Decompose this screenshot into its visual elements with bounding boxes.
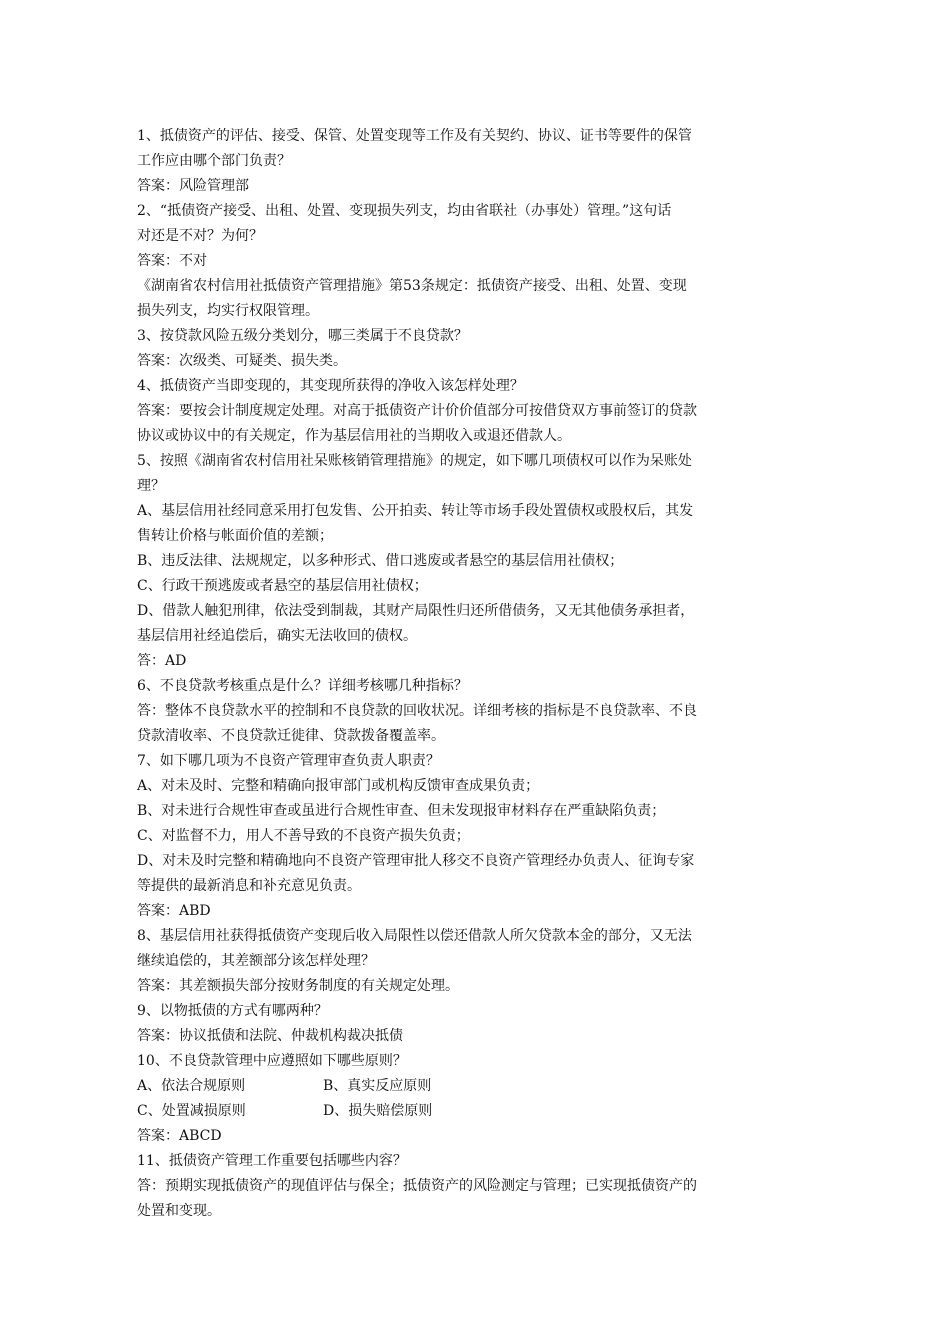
text-line: 协议或协议中的有关规定，作为基层信用社的当期收入或退还借款人。	[137, 428, 571, 444]
answer-line: 答：整体不良贷款水平的控制和不良贷款的回收状况。详细考核的指标是不良贷款率、不良	[137, 703, 697, 719]
answer-line: 答案：ABCD	[137, 1128, 222, 1144]
answer-line: 答案：要按会计制度规定处理。对高于抵债资产计价价值部分可按借贷双方事前签订的贷款	[137, 403, 697, 419]
answer-line: 答：预期实现抵债资产的现值评估与保全；抵债资产的风险测定与管理；已实现抵债资产的	[137, 1178, 697, 1194]
text-line: 理？	[137, 478, 165, 494]
option-cell: D、损失赔偿原则	[323, 1103, 433, 1119]
question-line: 10、不良贷款管理中应遵照如下哪些原则？	[137, 1053, 407, 1069]
option-line: 基层信用社经追偿后，确实无法收回的债权。	[137, 628, 417, 644]
question-line: 4、抵债资产当即变现的，其变现所获得的净收入该怎样处理？	[137, 378, 524, 394]
text-line: 《湖南省农村信用社抵债资产管理措施》第53条规定：抵债资产接受、出租、处置、变现	[137, 278, 687, 294]
question-line: 3、按贷款风险五级分类划分，哪三类属于不良贷款？	[137, 328, 468, 344]
option-line: A、基层信用社经同意采用打包发售、公开拍卖、转让等市场手段处置债权或股权后，其发	[137, 503, 694, 519]
question-line: 6、不良贷款考核重点是什么？详细考核哪几种指标？	[137, 678, 468, 694]
answer-line: 答案：风险管理部	[137, 178, 249, 194]
answer-line: 答案：协议抵债和法院、仲裁机构裁决抵债	[137, 1028, 403, 1044]
question-line: 8、基层信用社获得抵债资产变现后收入局限性以偿还借款人所欠贷款本金的部分，又无法	[137, 928, 692, 944]
question-line: 9、以物抵债的方式有哪两种？	[137, 1003, 328, 1019]
option-line: C、对监督不力，用人不善导致的不良资产损失负责；	[137, 828, 470, 844]
question-line: 5、按照《湖南省农村信用社呆账核销管理措施》的规定，如下哪几项债权可以作为呆账处	[137, 453, 692, 469]
text-line: 对还是不对？为何？	[137, 228, 263, 244]
answer-line: 答案：其差额损失部分按财务制度的有关规定处理。	[137, 978, 459, 994]
option-line: D、对未及时完整和精确地向不良资产管理审批人移交不良资产管理经办负责人、征询专家	[137, 853, 695, 869]
option-line: C、行政干预逃废或者悬空的基层信用社债权；	[137, 578, 428, 594]
option-cell: B、真实反应原则	[323, 1078, 432, 1094]
options-row	[137, 1074, 813, 1099]
text-line: 1、抵债资产的评估、接受、保管、处置变现等工作及有关契约、协议、证书等要件的保管	[137, 128, 692, 144]
text-line: 工作应由哪个部门负责？	[137, 153, 291, 169]
text-line: 损失列支，均实行权限管理。	[137, 303, 319, 319]
option-line: B、对未进行合规性审查或虽进行合规性审查、但未发现报审材料存在严重缺陷负责；	[137, 803, 666, 819]
option-line: B、违反法律、法规规定，以多种形式、借口逃废或者悬空的基层信用社债权；	[137, 553, 624, 569]
option-line: D、借款人触犯刑律，依法受到制裁，其财产局限性归还所借债务，又无其他债务承担者，	[137, 603, 695, 619]
option-line: A、对未及时、完整和精确向报审部门或机构反馈审查成果负责；	[137, 778, 540, 794]
question-line: 7、如下哪几项为不良资产管理审查负责人职责？	[137, 753, 440, 769]
option-line: 售转让价格与帐面价值的差额；	[137, 528, 333, 544]
answer-line: 答：AD	[137, 653, 187, 669]
text-line: 2、“抵债资产接受、出租、处置、变现损失列支，均由省联社（办事处）管理。”这句话	[137, 203, 672, 219]
options-row	[137, 1099, 813, 1124]
answer-line: 答案：不对	[137, 253, 207, 269]
option-cell: A、依法合规原则	[137, 1078, 246, 1094]
document-page	[137, 124, 813, 1224]
option-cell: C、处置减损原则	[137, 1103, 246, 1119]
question-line: 11、抵债资产管理工作重要包括哪些内容？	[137, 1153, 407, 1169]
answer-line: 答案：ABD	[137, 903, 211, 919]
option-line: 等提供的最新消息和补充意见负责。	[137, 878, 361, 894]
text-line: 处置和变现。	[137, 1203, 221, 1219]
text-line: 贷款清收率、不良贷款迁徙律、贷款拨备覆盖率。	[137, 728, 445, 744]
text-line: 继续追偿的，其差额部分该怎样处理？	[137, 953, 375, 969]
answer-line: 答案：次级类、可疑类、损失类。	[137, 353, 347, 369]
